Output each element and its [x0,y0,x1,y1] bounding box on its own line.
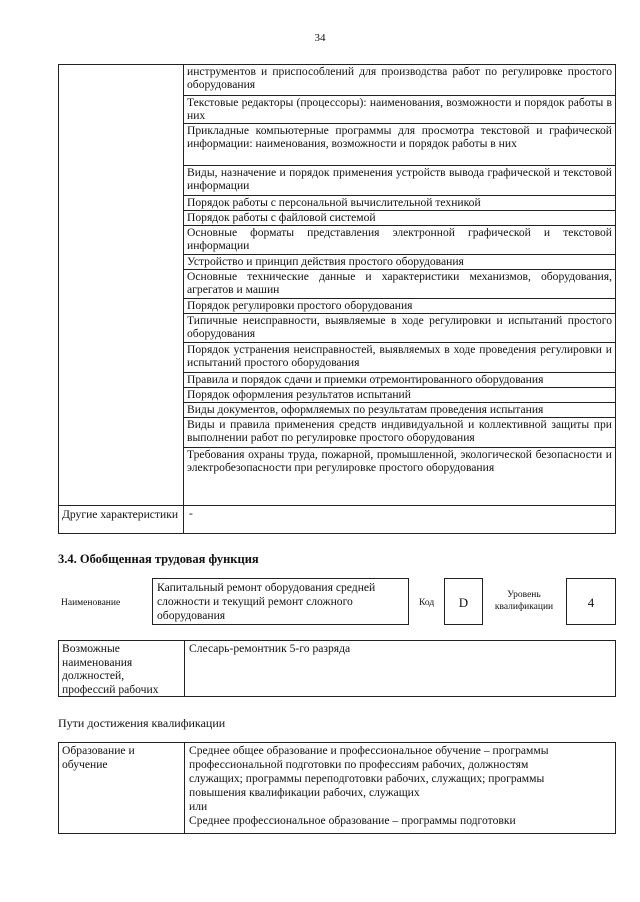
qualification-level-value: 4 [566,578,616,625]
column-divider [184,743,185,833]
education-table [58,742,616,834]
knowledge-item: Правила и порядок сдачи и приемки отремонтированного оборудования [184,373,615,388]
professions-table [58,640,616,697]
knowledge-item: Основные технические данные и характеристики механизмов, оборудования, агрегатов и машин [184,270,615,299]
function-code-value: D [444,578,483,625]
column-divider [183,506,184,533]
knowledge-item: Порядок оформления результатов испытаний [184,388,615,403]
knowledge-item: Типичные неисправности, выявляемые в ходе регулировки и испытаний простого оборудования [184,314,615,343]
qualification-level-label: Уровень квалификации [494,590,554,612]
knowledge-label-cell [59,65,184,533]
knowledge-item: Порядок регулировки простого оборудования [184,299,615,314]
knowledge-item: Основные форматы представления электронной графической и текстовой информации [184,226,615,255]
function-code-label: Код [419,598,435,608]
knowledge-item: Порядок устранения неисправностей, выявляемых в ходе проведения регулировки и испытаний простого оборудования [184,343,615,373]
education-line: повышения квалификации рабочих, служащих [189,786,420,799]
function-name-label: Наименование [61,598,121,608]
professions-value: Слесарь-ремонтник 5-го разряда [189,642,351,655]
column-divider [184,641,185,696]
knowledge-item: Виды и правила применения средств индивидуальной и коллективной защиты при выполнении работ по регулировке простого оборудования [184,418,615,448]
education-line: Среднее общее образование и профессиональное обучение – программы [189,744,549,757]
knowledge-item: Порядок работы с файловой системой [184,211,615,226]
knowledge-item: Устройство и принцип действия простого оборудования [184,255,615,270]
function-name-value: Капитальный ремонт оборудования средней сложности и текущий ремонт сложного оборудования [152,578,409,625]
knowledge-table [58,64,616,534]
knowledge-item: Текстовые редакторы (процессоры): наименования, возможности и порядок работы в них [184,96,615,124]
professions-label: Возможные наименования должностей, профессий рабочих [62,642,159,696]
other-characteristics-row [59,505,615,533]
other-characteristics-label: Другие характеристики [62,508,179,521]
knowledge-items [184,65,615,493]
education-line: или [189,800,208,813]
knowledge-item: Виды документов, оформляемых по результатам проведения испытания [184,403,615,418]
knowledge-item: Требования охраны труда, пожарной, промышленной, экологической безопасности и электробезопасности при регулировке простого оборудования [187,448,612,475]
section-title: 3.4. Обобщенная трудовая функция [58,552,259,566]
education-line: служащих; программы переподготовки рабочих, служащих; программы [189,772,545,785]
knowledge-item: Порядок работы с персональной вычислительной техникой [184,196,615,211]
knowledge-item: Прикладные компьютерные программы для просмотра текстовой и графической информации: наименования, возможности и порядок работы в них [184,124,615,166]
qualification-paths-heading: Пути достижения квалификации [58,716,226,730]
education-value [189,744,609,828]
page-number: 34 [314,32,326,44]
other-characteristics-value: - [189,507,193,520]
knowledge-item: Виды, назначение и порядок применения устройств вывода графической и текстовой информации [184,166,615,196]
education-line: Среднее профессиональное образование – программы подготовки [189,814,516,827]
education-line: профессиональной подготовки по профессиям рабочих, должностям [189,758,529,771]
education-label: Образование и обучение [62,744,135,771]
knowledge-item: инструментов и приспособлений для производства работ по регулировке простого оборудования [184,65,615,96]
